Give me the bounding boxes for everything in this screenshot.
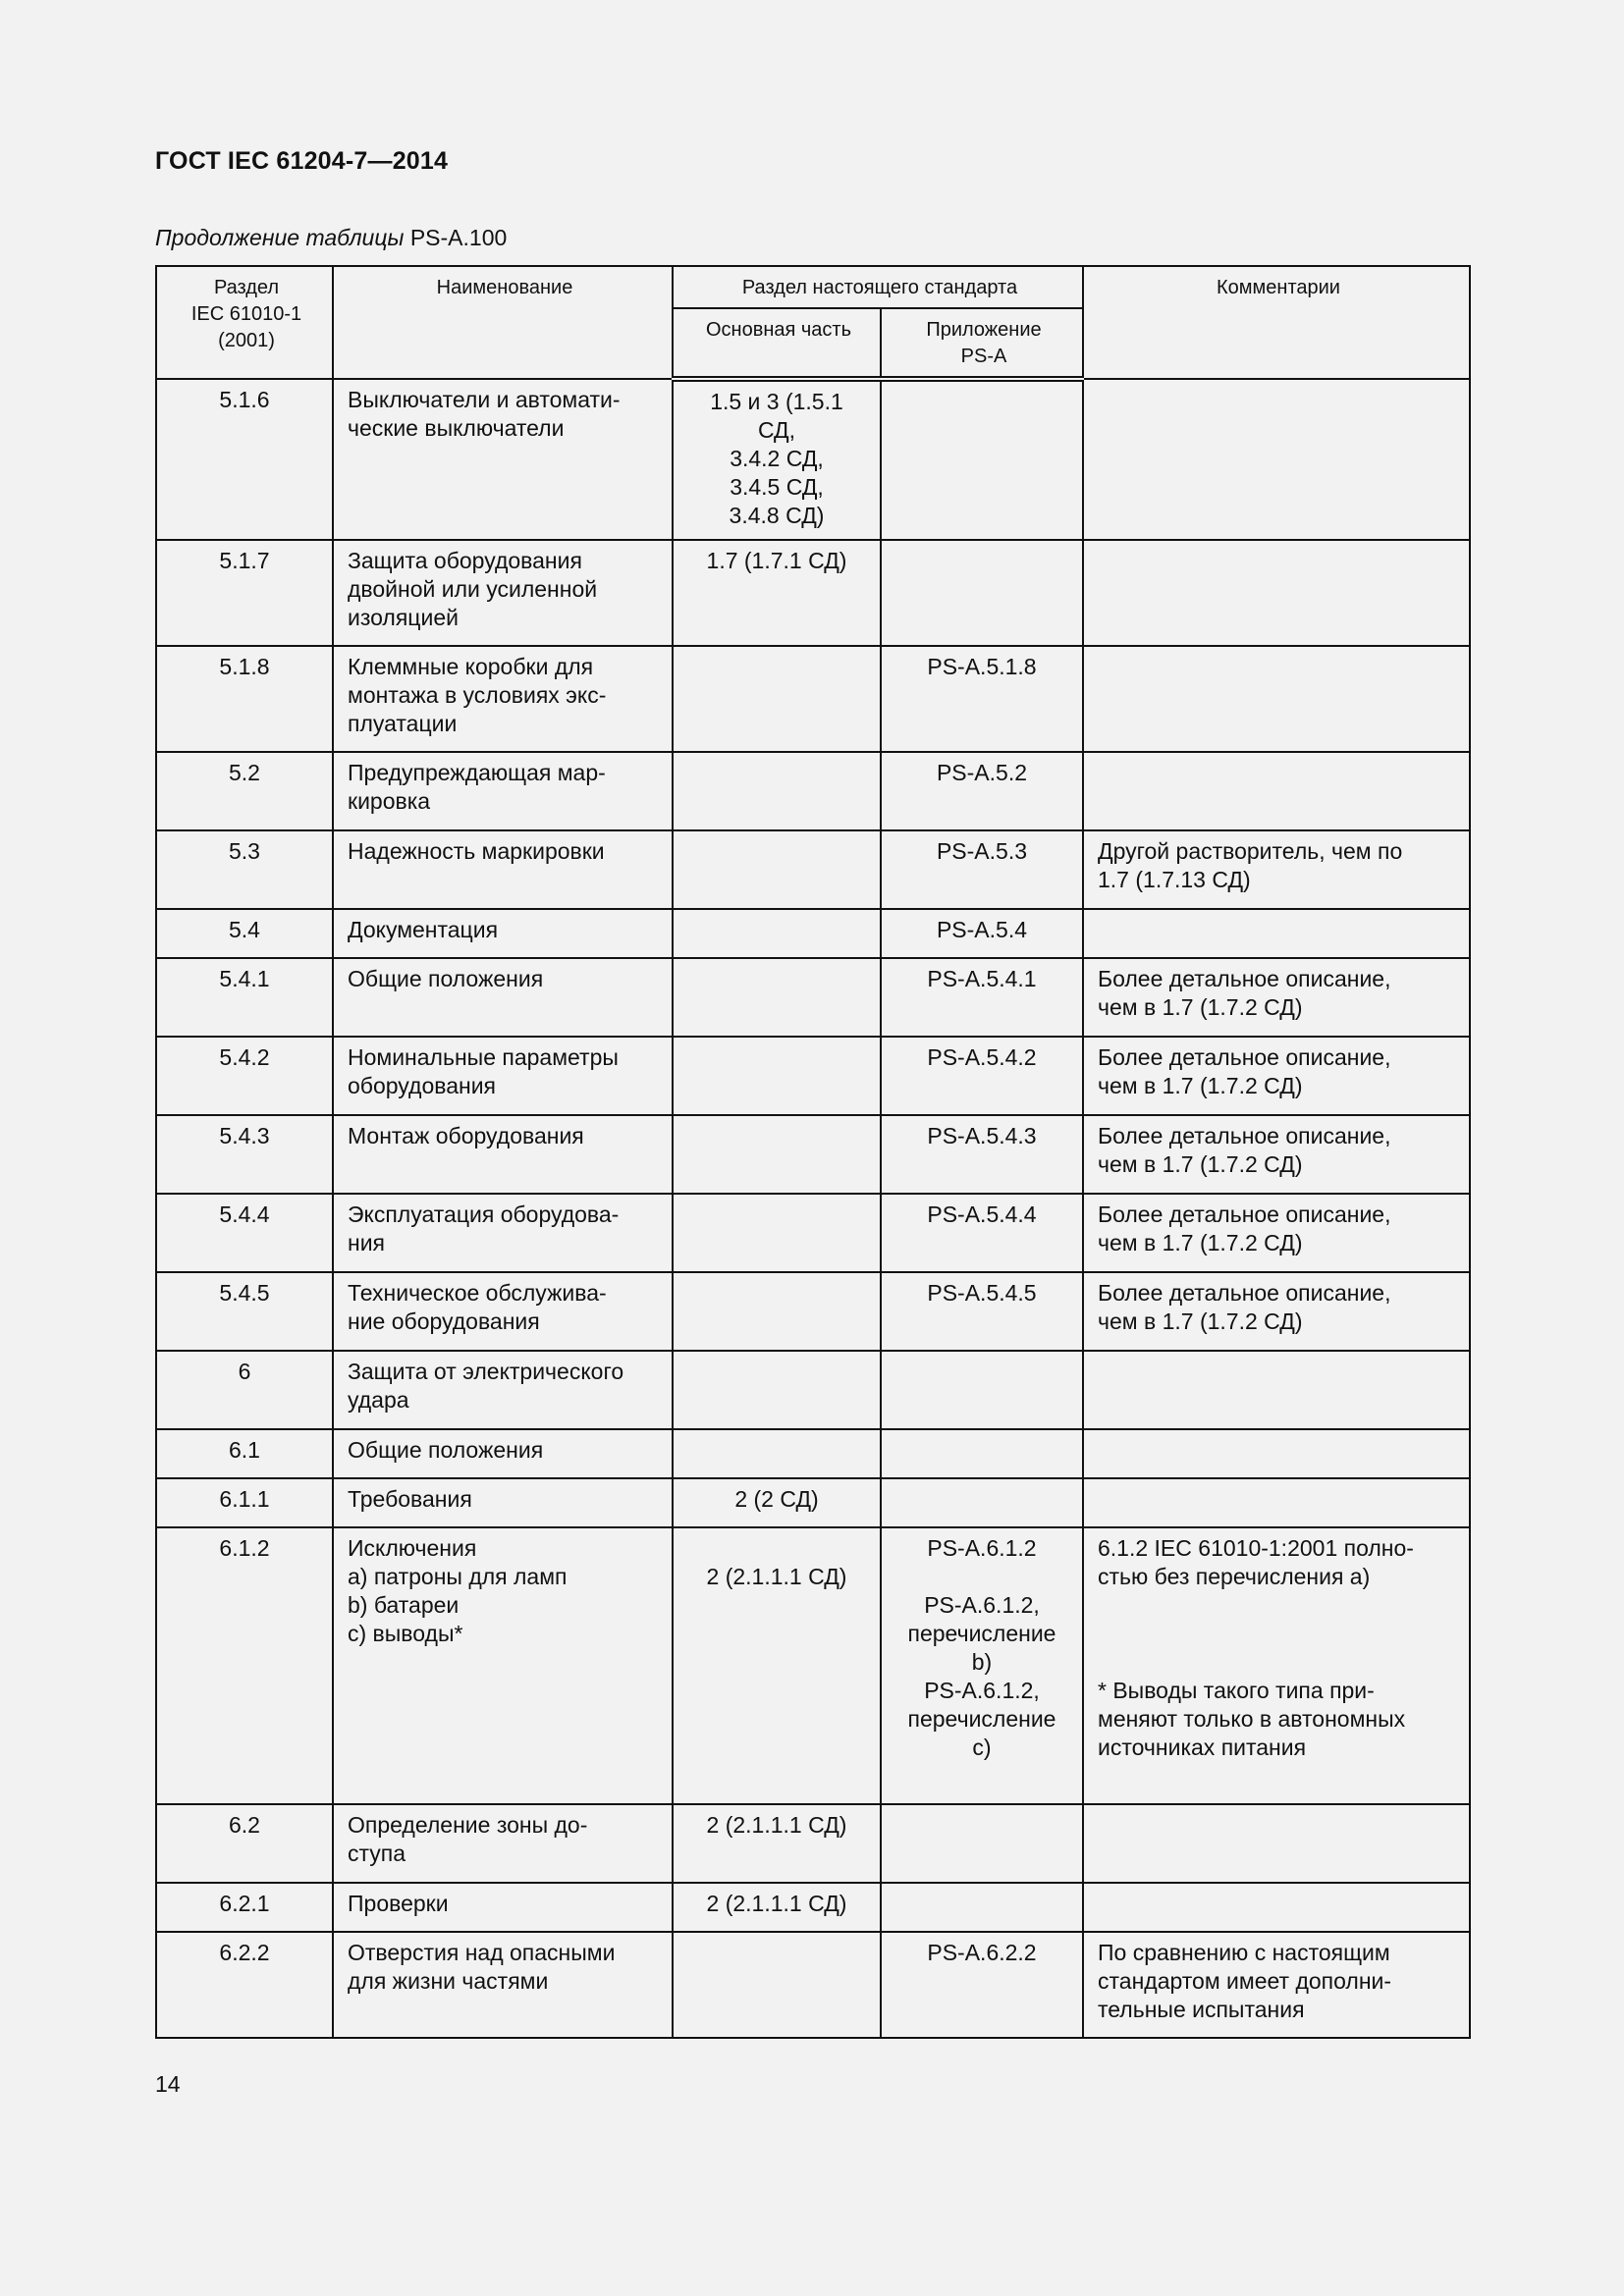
cell-annex: PS-A.6.2.2 (881, 1932, 1083, 2038)
table-row (156, 1478, 1470, 1527)
table-row (156, 1527, 1470, 1804)
cell-comment (1083, 646, 1470, 752)
cell-section: 5.4 (156, 909, 333, 958)
header-name: Наименование (333, 266, 673, 379)
cell-main-part: 2 (2.1.1.1 СД) (673, 1527, 881, 1804)
cell-comment (1083, 752, 1470, 830)
cell-name: Отверстия над опасными для жизни частями (333, 1932, 673, 2038)
cell-comment (1083, 909, 1470, 958)
cell-annex: PS-A.5.3 (881, 830, 1083, 909)
cell-annex: PS-A.5.1.8 (881, 646, 1083, 752)
cell-comment: Более детальное описание, чем в 1.7 (1.7.2 СД) (1083, 1115, 1470, 1194)
cell-comment (1083, 1429, 1470, 1478)
cell-name: Требования (333, 1478, 673, 1527)
cell-main-part: 2 (2.1.1.1 СД) (673, 1883, 881, 1932)
cell-section: 5.4.1 (156, 958, 333, 1037)
cell-comment (1083, 1804, 1470, 1883)
table-row (156, 1115, 1470, 1194)
cell-section: 6.2.1 (156, 1883, 333, 1932)
table-row (156, 1883, 1470, 1932)
cell-annex (881, 1804, 1083, 1883)
table-row (156, 1272, 1470, 1351)
cell-main-part (673, 1932, 881, 2038)
cell-section: 5.4.4 (156, 1194, 333, 1272)
cell-main-part: 2 (2 СД) (673, 1478, 881, 1527)
table-row (156, 909, 1470, 958)
cell-section: 5.3 (156, 830, 333, 909)
cell-main-part (673, 1429, 881, 1478)
cell-comment (1083, 1478, 1470, 1527)
cell-main-part (673, 752, 881, 830)
cell-annex (881, 1478, 1083, 1527)
cell-section: 6 (156, 1351, 333, 1429)
cell-section: 6.1.2 (156, 1527, 333, 1804)
cell-annex: PS-A.5.4.1 (881, 958, 1083, 1037)
cell-comment (1083, 1883, 1470, 1932)
cell-name: Исключения a) патроны для ламп b) батареи c) выводы* (333, 1527, 673, 1804)
cell-main-part: 2 (2.1.1.1 СД) (673, 1804, 881, 1883)
cell-section: 5.1.6 (156, 379, 333, 540)
cell-main-part (673, 1272, 881, 1351)
cell-section: 6.1 (156, 1429, 333, 1478)
cell-name: Номинальные параметры оборудования (333, 1037, 673, 1115)
cell-annex (881, 540, 1083, 646)
cell-section: 5.1.8 (156, 646, 333, 752)
cell-name: Монтаж оборудования (333, 1115, 673, 1194)
cell-annex: PS-A.5.4.3 (881, 1115, 1083, 1194)
table-row (156, 646, 1470, 752)
cell-section: 5.4.3 (156, 1115, 333, 1194)
cell-name: Защита от электрического удара (333, 1351, 673, 1429)
cell-annex: PS-A.5.4.4 (881, 1194, 1083, 1272)
cell-name: Определение зоны до- ступа (333, 1804, 673, 1883)
cell-main-part (673, 646, 881, 752)
cell-main-part: 1.5 и 3 (1.5.1 СД, 3.4.2 СД, 3.4.5 СД, 3.4.8 СД) (673, 379, 881, 540)
cell-section: 6.2.2 (156, 1932, 333, 2038)
document-title: ГОСТ IEC 61204-7—2014 (155, 147, 449, 175)
cell-annex: PS-A.5.4 (881, 909, 1083, 958)
cell-main-part: 1.7 (1.7.1 СД) (673, 540, 881, 646)
cell-section: 5.1.7 (156, 540, 333, 646)
header-comments: Комментарии (1083, 266, 1470, 379)
cell-comment: Другой растворитель, чем по 1.7 (1.7.13 СД) (1083, 830, 1470, 909)
cell-annex (881, 1883, 1083, 1932)
cell-name: Выключатели и автомати- ческие выключатели (333, 379, 673, 540)
cell-name: Документация (333, 909, 673, 958)
table-row (156, 958, 1470, 1037)
cell-annex: PS-A.5.2 (881, 752, 1083, 830)
cell-comment (1083, 540, 1470, 646)
cell-comment (1083, 1351, 1470, 1429)
cell-name: Проверки (333, 1883, 673, 1932)
cell-main-part (673, 1351, 881, 1429)
cell-section: 5.4.5 (156, 1272, 333, 1351)
cell-comment: Более детальное описание, чем в 1.7 (1.7.2 СД) (1083, 1037, 1470, 1115)
cell-section: 5.4.2 (156, 1037, 333, 1115)
cell-annex (881, 1351, 1083, 1429)
table-row (156, 540, 1470, 646)
table-row (156, 1429, 1470, 1478)
table-caption-prefix: Продолжение таблицы (155, 225, 405, 250)
comparison-table (155, 265, 1471, 2039)
table-row (156, 1932, 1470, 2038)
table-caption (155, 225, 507, 251)
cell-annex: PS-A.5.4.2 (881, 1037, 1083, 1115)
table-caption-id: PS-A.100 (409, 225, 508, 250)
cell-name: Предупреждающая мар- кировка (333, 752, 673, 830)
cell-name: Надежность маркировки (333, 830, 673, 909)
cell-main-part (673, 1115, 881, 1194)
cell-main-part (673, 830, 881, 909)
cell-comment: Более детальное описание, чем в 1.7 (1.7.2 СД) (1083, 958, 1470, 1037)
cell-main-part (673, 1037, 881, 1115)
cell-comment (1083, 379, 1470, 540)
cell-annex (881, 1429, 1083, 1478)
cell-name: Общие положения (333, 1429, 673, 1478)
cell-section: 5.2 (156, 752, 333, 830)
cell-comment: Более детальное описание, чем в 1.7 (1.7.2 СД) (1083, 1272, 1470, 1351)
table-row (156, 1194, 1470, 1272)
table-row (156, 752, 1470, 830)
cell-name: Техническое обслужива- ние оборудования (333, 1272, 673, 1351)
cell-name: Защита оборудования двойной или усиленной изоляцией (333, 540, 673, 646)
cell-comment: Более детальное описание, чем в 1.7 (1.7.2 СД) (1083, 1194, 1470, 1272)
header-section: Раздел IEC 61010-1 (2001) (156, 266, 333, 379)
cell-section: 6.2 (156, 1804, 333, 1883)
table-row (156, 1351, 1470, 1429)
table-row (156, 1804, 1470, 1883)
header-main-part: Основная часть (673, 308, 881, 379)
cell-annex: PS-A.5.4.5 (881, 1272, 1083, 1351)
cell-annex: PS-A.6.1.2 PS-A.6.1.2, перечисление b) PS-A.6.1.2, перечисление c) (881, 1527, 1083, 1804)
cell-name: Клеммные коробки для монтажа в условиях экс- плуатации (333, 646, 673, 752)
header-standard-section: Раздел настоящего стандарта (673, 266, 1083, 308)
cell-comment: По сравнению с настоящим стандартом имеет дополни- тельные испытания (1083, 1932, 1470, 2038)
header-annex: Приложение PS-A (881, 308, 1083, 379)
table-body (156, 379, 1470, 2038)
table-row (156, 379, 1470, 540)
table-row (156, 1037, 1470, 1115)
cell-name: Общие положения (333, 958, 673, 1037)
cell-name: Эксплуатация оборудова- ния (333, 1194, 673, 1272)
cell-comment: 6.1.2 IEC 61010-1:2001 полно- стью без перечисления a) * Выводы такого типа при- меняют только в автономных источниках питания (1083, 1527, 1470, 1804)
cell-main-part (673, 909, 881, 958)
table-row (156, 830, 1470, 909)
cell-annex (881, 379, 1083, 540)
page-number: 14 (155, 2071, 181, 2097)
cell-main-part (673, 958, 881, 1037)
cell-main-part (673, 1194, 881, 1272)
cell-section: 6.1.1 (156, 1478, 333, 1527)
